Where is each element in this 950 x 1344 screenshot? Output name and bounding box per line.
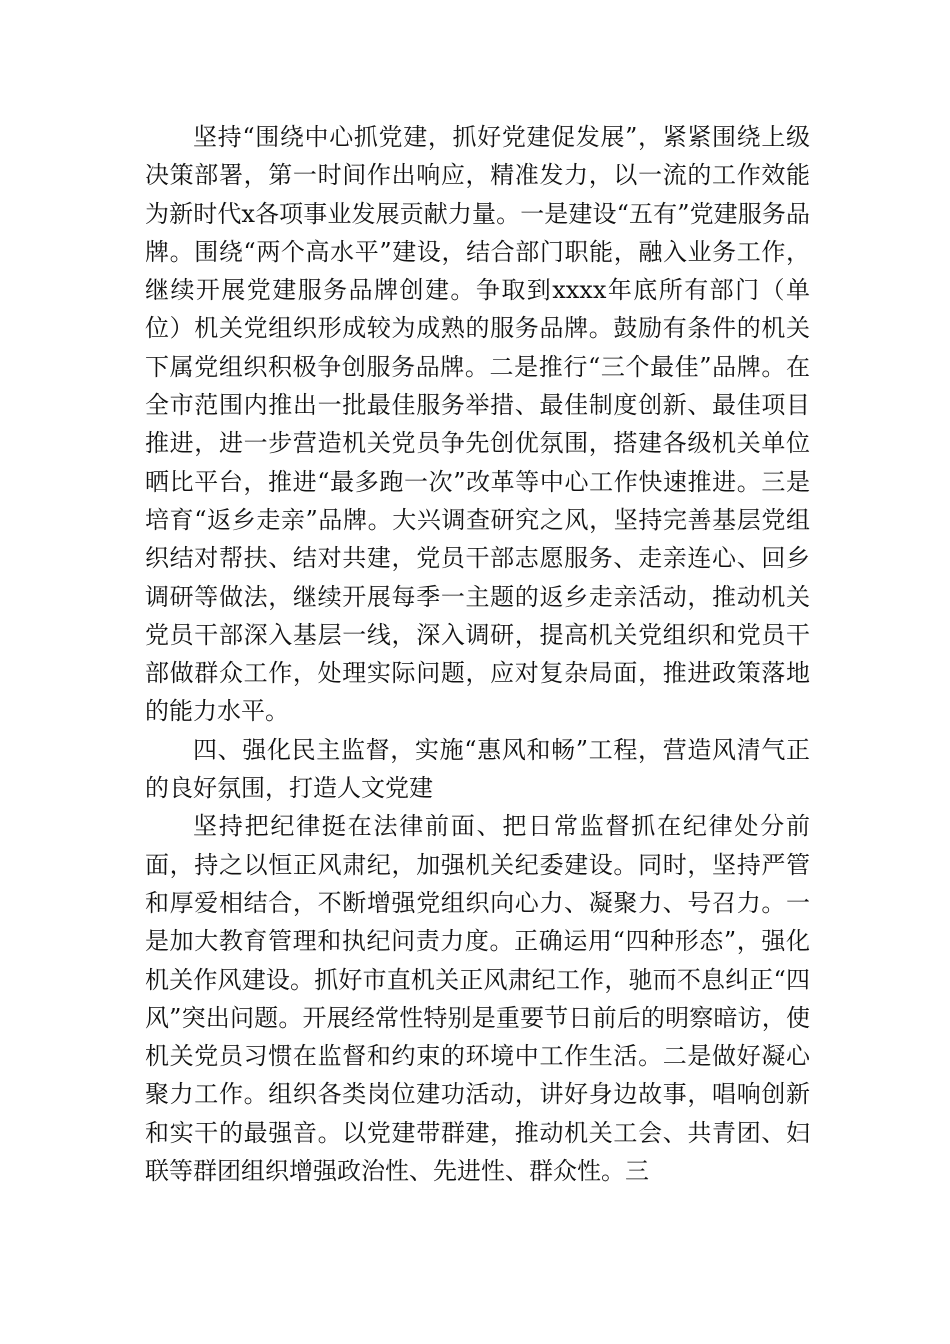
paragraph-brand-building: 坚持“围绕中心抓党建，抓好党建促发展”，紧紧围绕上级决策部署，第一时间作出响应，精准发力，以一流的工作效能为新时代x各项事业发展贡献力量。一是建设“五有”党建服务品牌。围绕“两个高水平”建设，结合部门职能，融入业务工作，继续开展党建服务品牌创建。争取到xxxx年底所有部门（单位）机关党组织形成较为成熟的服务品牌。鼓励有条件的机关下属党组织积极争创服务品牌。二是推行“三个最佳”品牌。在全市范围内推出一批最佳服务举措、最佳制度创新、最佳项目推进，进一步营造机关党员争先创优氛围，搭建各级机关单位晒比平台，推进“最多跑一次”改革等中心工作快速推进。三是培育“返乡走亲”品牌。大兴调查研究之风，坚持完善基层党组织结对帮扶、结对共建，党员干部志愿服务、走亲连心、回乡调研等做法，继续开展每季一主题的返乡走亲活动，推动机关党员干部深入基层一线，深入调研，提高机关党组织和党员干部做群众工作，处理实际问题，应对复杂局面，推进政策落地的能力水平。: [145, 123, 810, 726]
paragraph-discipline: 坚持把纪律挺在法律前面、把日常监督抓在纪律处分前面，持之以恒正风肃纪，加强机关纪委建设。同时，坚持严管和厚爱相结合，不断增强党组织向心力、凝聚力、号召力。一是加大教育管理和执纪问责力度。正确运用“四种形态”，强化机关作风建设。抓好市直机关正风肃纪工作，驰而不息纠正“四风”突出问题。开展经常性特别是重要节日前后的明察暗访，使机关党员习惯在监督和约束的环境中工作生活。二是做好凝心聚力工作。组织各类岗位建功活动，讲好身边故事，唱响创新和实干的最强音。以党建带群建，推动机关工会、共青团、妇联等群团组织增强政治性、先进性、群众性。三: [145, 812, 810, 1186]
document-body: [145, 118, 810, 1190]
section-heading-four: 四、强化民主监督，实施“惠风和畅”工程，营造风清气正的良好氛围，打造人文党建: [145, 735, 810, 803]
